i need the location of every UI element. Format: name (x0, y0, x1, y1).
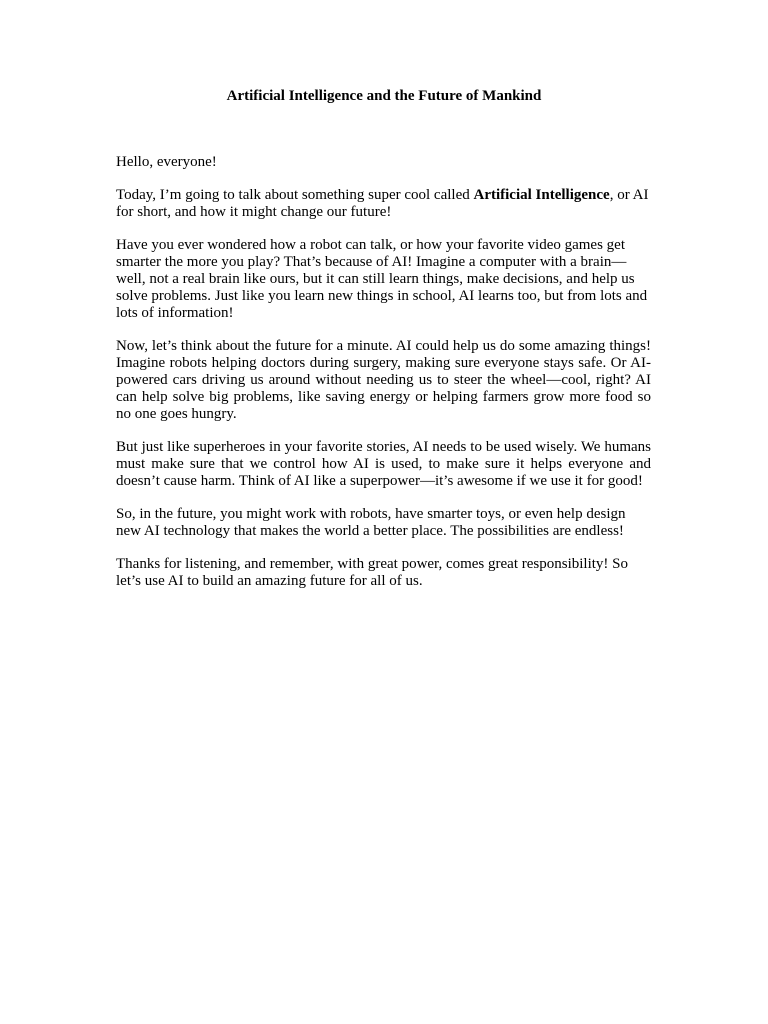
paragraph-future: Now, let’s think about the future for a minute. AI could help us do some amazing things! Imagine robots helping doctors during surgery, making sure everyone stays safe. Or AI-powered cars driving us around without needing us to steer the wheel—cool, right? AI can help solve big problems, like saving energy or helping farmers grow more food so no one goes hungry. (116, 338, 651, 422)
intro-bold-term: Artificial Intelligence (473, 187, 610, 203)
intro-paragraph (116, 187, 651, 221)
paragraph-possibilities: So, in the future, you might work with robots, have smarter toys, or even help design new AI technology that makes the world a better place. The possibilities are endless! (116, 506, 626, 539)
intro-text-after: , or AI for short, and how it might change our future! (116, 187, 649, 220)
document-title: Artificial Intelligence and the Future of Mankind (226, 88, 542, 104)
intro-text-before: Today, I’m going to talk about something super cool called (116, 187, 474, 203)
paragraph-robots: Have you ever wondered how a robot can talk, or how your favorite video games get smarter the more you play? That’s because of AI! Imagine a computer with a brain—well, not a real brain like ours, but it can still learn things, make decisions, and help us solve problems. Just like you learn new things in school, AI learns too, but from lots and lots of information! (116, 237, 648, 321)
document-body (116, 154, 651, 606)
greeting-paragraph: Hello, everyone! (116, 154, 217, 170)
paragraph-closing: Thanks for listening, and remember, with great power, comes great responsibility! So let’s use AI to build an amazing future for all of us. (116, 556, 628, 589)
paragraph-wisely: But just like superheroes in your favorite stories, AI needs to be used wisely. We humans must make sure that we control how AI is used, to make sure it helps everyone and doesn’t cause harm. Think of AI like a superpower—it’s awesome if we use it for good! (116, 439, 651, 489)
